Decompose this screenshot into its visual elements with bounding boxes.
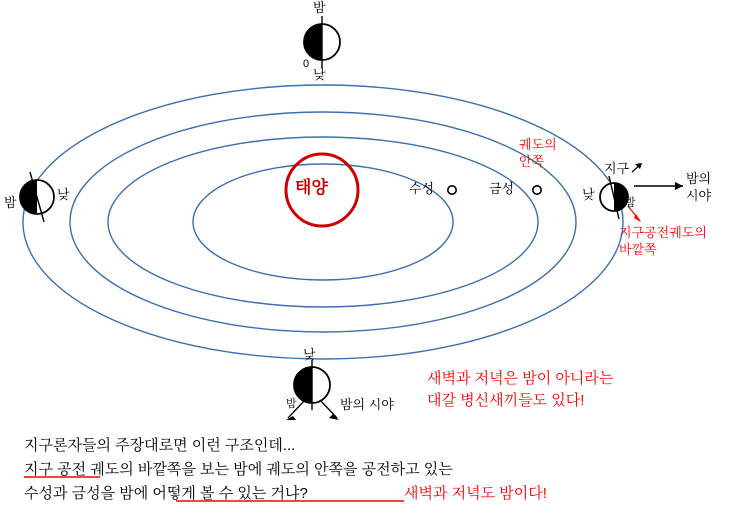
earth-top-night-label: 밤 [313,0,326,15]
earth-right-view-line2: 시야 [686,188,712,203]
outer-side-note-line1: 지구공전궤도의 [619,225,707,240]
caption-line-3-black: 수성과 금성을 밤에 어떻게 볼 수 있는 거냐? [24,485,308,502]
earth-top [304,16,340,68]
earth-right-night-label: 밤 [625,197,636,209]
inner-side-note-line2: 안쪽 [519,154,545,169]
earth-top-tilt-marker: 0 [303,58,310,70]
outer-side-note-line2: 바깥쪽 [619,242,657,257]
sun-label: 태양 [295,178,328,197]
venus-label: 금성 [489,181,515,196]
annotation-line1: 새벽과 저녁은 밤이 아니라는 [427,370,614,387]
earth-bottom-day-label: 낮 [303,347,316,362]
annotation-line2: 대갈 병신새끼들도 있다! [427,392,585,409]
orbit-ellipse-earth [70,112,576,332]
earth-left-night-label: 밤 [4,195,17,210]
earth-right-view-line1: 밤의 [686,171,712,186]
caption-line-3-red: 새벽과 저녁도 밤이다! [404,485,547,502]
inner-side-note-line1: 궤도의 [519,137,557,152]
venus-dot [533,186,541,194]
earth-left [20,172,54,222]
earth-bottom [286,360,339,420]
caption-line-1: 지구론자들의 주장대로면 이런 구조인데... [24,437,296,454]
caption-line-2: 지구 공전 궤도의 바깥쪽을 보는 밤에 궤도의 안쪽을 공전하고 있는 [24,461,453,478]
earth-top-day-label: 낮 [313,67,326,82]
earth-left-day-label: 낮 [57,187,70,202]
earth-right-name-label: 지구 [604,161,630,176]
orbit-ellipse-venus [108,137,538,307]
orbit-ellipse-outer [23,85,623,359]
mercury-dot [448,186,456,194]
mercury-label: 수성 [409,181,435,196]
earth-bottom-view-label: 밤의 시야 [340,397,394,412]
earth-bottom-night-label: 밤 [286,398,297,410]
earth-right-day-label: 낮 [582,187,595,202]
